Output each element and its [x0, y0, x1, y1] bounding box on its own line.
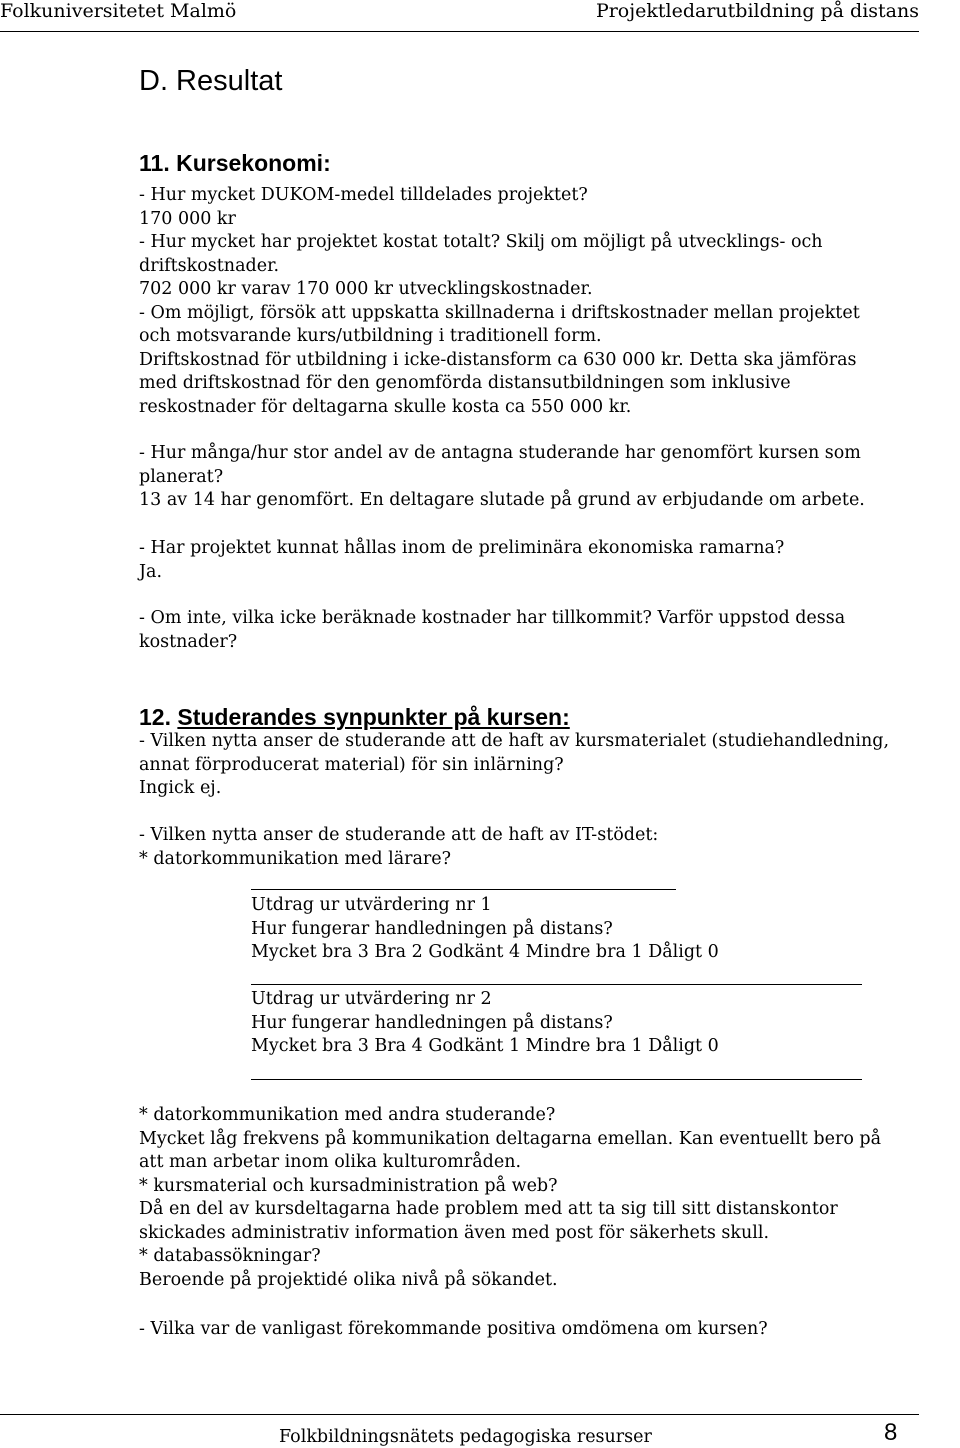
text-line: reskostnader för deltagarna skulle kosta ca 550 000 kr.: [139, 396, 632, 417]
text-line: och motsvarande kurs/utbildning i traditionell form.: [139, 326, 602, 346]
text-line: Mycket bra 3 Bra 4 Godkänt 1 Mindre bra 1 Dåligt 0: [251, 1036, 719, 1056]
header-document-title: Projektledarutbildning på distans: [595, 0, 919, 22]
text-line: kostnader?: [139, 631, 238, 652]
text-line: planerat?: [139, 466, 224, 487]
kursekonomi-paragraph-3: [139, 537, 924, 584]
text-line: Beroende på projektidé olika nivå på sökandet.: [139, 1269, 558, 1290]
text-line: med driftskostnad för den genomförda distansutbildningen som inklusive: [139, 373, 791, 393]
evaluation-divider-bottom: [251, 1079, 862, 1080]
section-11-heading: 11. Kursekonomi:: [139, 150, 331, 176]
header-organization: Folkuniversitetet Malmö: [0, 0, 237, 22]
page-header: [0, 0, 960, 31]
text-line: skickades administrativ information även med post för säkerhets skull.: [139, 1222, 770, 1243]
kursekonomi-paragraph-4: [139, 607, 924, 654]
text-line: Utdrag ur utvärdering nr 1: [251, 895, 492, 915]
text-line: 13 av 14 har genomfört. En deltagare slutade på grund av erbjudande om arbete.: [139, 490, 865, 510]
text-line: - Vilken nytta anser de studerande att de haft av kursmaterialet (studiehandledning,: [139, 731, 890, 751]
text-line: - Hur mycket DUKOM-medel tilldelades projektet?: [139, 185, 588, 205]
text-line: 170 000 kr: [139, 208, 236, 229]
synpunkter-paragraph-4: [139, 1318, 924, 1342]
text-line: * datorkommunikation med lärare?: [139, 848, 452, 869]
text-line: - Hur många/hur stor andel av de antagna studerande har genomfört kursen som: [139, 443, 861, 463]
footer-divider: [0, 1414, 919, 1415]
kursekonomi-paragraph-2: [139, 442, 924, 513]
text-line: annat förproducerat material) för sin inlärning?: [139, 754, 564, 775]
evaluation-excerpt-2: [251, 988, 719, 1059]
text-line: Hur fungerar handledningen på distans?: [251, 1012, 613, 1033]
synpunkter-paragraph-1: [139, 730, 924, 801]
text-line: Ingick ej.: [139, 778, 222, 798]
page-number: 8: [884, 1419, 898, 1446]
evaluation-divider-top: [251, 889, 676, 890]
text-line: - Har projektet kunnat hållas inom de preliminära ekonomiska ramarna?: [139, 538, 785, 558]
text-line: Mycket bra 3 Bra 2 Godkänt 4 Mindre bra 1 Dåligt 0: [251, 942, 719, 962]
text-line: Då en del av kursdeltagarna hade problem med att ta sig till sitt distanskontor: [139, 1199, 838, 1219]
header-divider: [0, 31, 919, 32]
text-line: * databassökningar?: [139, 1246, 321, 1266]
text-line: driftskostnader.: [139, 255, 280, 276]
text-line: - Vilka var de vanligast förekommande positiva omdömena om kursen?: [139, 1319, 768, 1339]
text-line: - Vilken nytta anser de studerande att de haft av IT-stödet:: [139, 825, 659, 845]
text-line: - Om möjligt, försök att uppskatta skillnaderna i driftskostnader mellan projektet: [139, 302, 860, 323]
text-line: Driftskostnad för utbildning i icke-distansform ca 630 000 kr. Detta ska jämföras: [139, 349, 857, 370]
section-d-heading: D. Resultat: [139, 65, 283, 97]
text-line: - Hur mycket har projektet kostat totalt? Skilj om möjligt på utvecklings- och: [139, 232, 823, 252]
text-line: * datorkommunikation med andra studerande?: [139, 1105, 556, 1125]
section-12-number: 12.: [139, 704, 171, 730]
section-12-heading: [139, 703, 570, 731]
text-line: Hur fungerar handledningen på distans?: [251, 918, 613, 939]
text-line: att man arbetar inom olika kulturområden.: [139, 1152, 522, 1172]
synpunkter-paragraph-2: [139, 824, 924, 871]
text-line: Ja.: [139, 561, 163, 582]
text-line: Utdrag ur utvärdering nr 2: [251, 989, 492, 1009]
footer-text: Folkbildningsnätets pedagogiska resurser: [279, 1427, 652, 1447]
evaluation-excerpt-1: [251, 894, 719, 965]
text-line: - Om inte, vilka icke beräknade kostnader har tillkommit? Varför uppstod dessa: [139, 608, 846, 628]
text-line: 702 000 kr varav 170 000 kr utvecklingskostnader.: [139, 279, 593, 299]
kursekonomi-paragraph-1: [139, 184, 924, 419]
text-line: Mycket låg frekvens på kommunikation deltagarna emellan. Kan eventuellt bero på: [139, 1128, 882, 1149]
synpunkter-paragraph-3: [139, 1104, 924, 1292]
evaluation-divider-middle: [251, 984, 862, 985]
section-12-title: Studerandes synpunkter på kursen:: [177, 704, 570, 730]
text-line: * kursmaterial och kursadministration på web?: [139, 1175, 558, 1196]
